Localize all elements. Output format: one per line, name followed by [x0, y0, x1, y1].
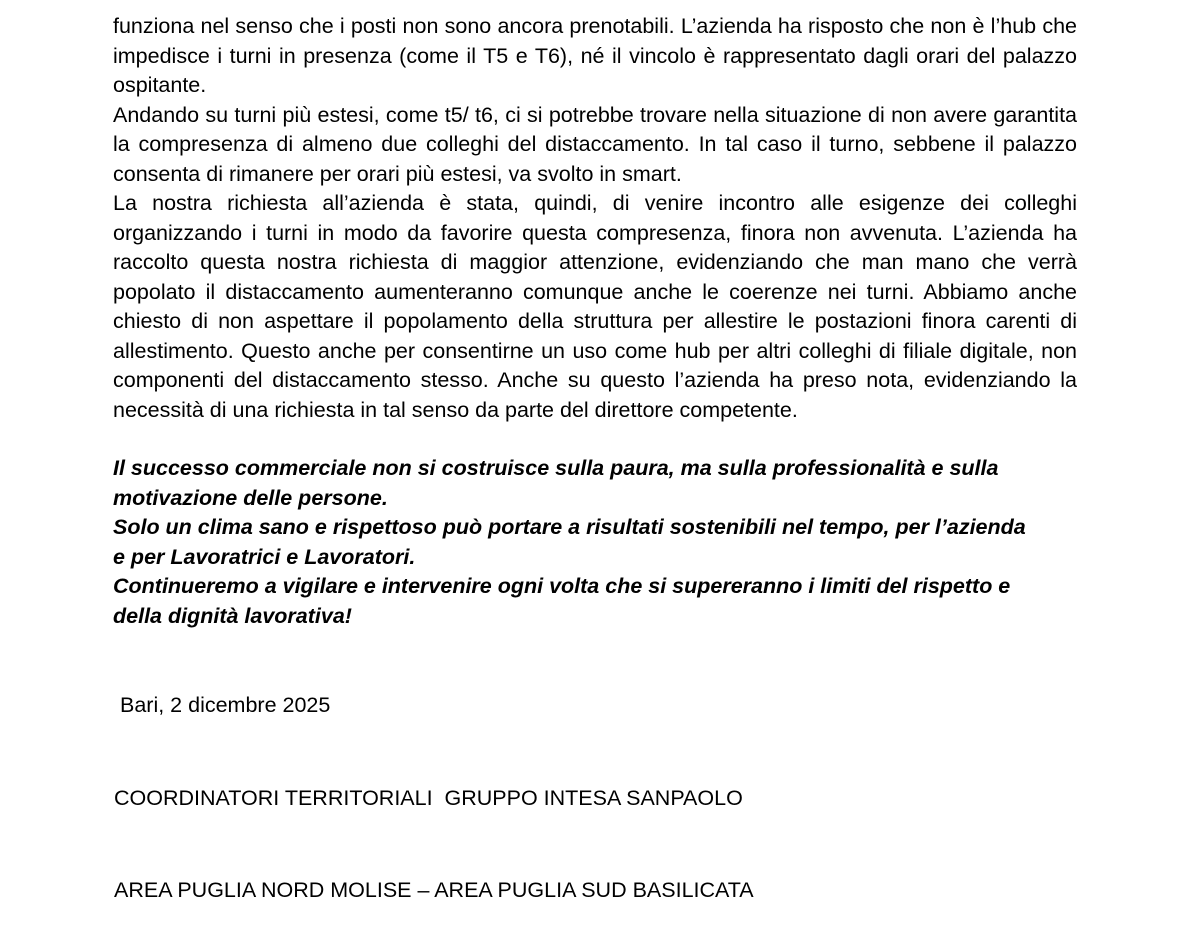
signature-line-2: AREA PUGLIA NORD MOLISE – AREA PUGLIA SUD BASILICATA: [114, 878, 754, 902]
document-date: Bari, 2 dicembre 2025: [120, 693, 331, 717]
closing-line-2: Solo un clima sano e rispettoso può portare a risultati sostenibili nel tempo, per l’azienda e per Lavoratrici e Lavoratori.: [113, 515, 1026, 569]
closing-statement: [113, 454, 1077, 631]
paragraph-3: La nostra richiesta all’azienda è stata, quindi, di venire incontro alle esigenze dei colleghi organizzando i turni in modo da favorire questa compresenza, finora non avvenuta. L’azienda ha raccolto questa nostra richiesta di maggior attenzione, evidenziando che man mano che verrà popolato il distaccamento aumenteranno comunque anche le coerenze nei turni. Abbiamo anche chiesto di non aspettare il popolamento della struttura per allestire le postazioni finora carenti di allestimento. Questo anche per consentirne un uso come hub per altri colleghi di filiale digitale, non componenti del distaccamento stesso. Anche su questo l’azienda ha preso nota, evidenziando la necessità di una richiesta in tal senso da parte del direttore competente.: [113, 191, 1077, 422]
closing-line-1: Il successo commerciale non si costruisce sulla paura, ma sulla professionalità e sulla motivazione delle persone.: [113, 456, 999, 510]
closing-line-3: Continueremo a vigilare e intervenire ogni volta che si supereranno i limiti del rispetto e della dignità lavorativa!: [113, 574, 1011, 628]
signature-line-1: COORDINATORI TERRITORIALI GRUPPO INTESA SANPAOLO: [114, 786, 743, 810]
document-body: [113, 12, 1077, 631]
body-text: [113, 12, 1077, 425]
paragraph-2: Andando su turni più estesi, come t5/ t6, ci si potrebbe trovare nella situazione di non avere garantita la compresenza di almeno due colleghi del distaccamento. In tal caso il turno, sebbene il palazzo consenta di rimanere per orari più estesi, va svolto in smart.: [113, 102, 1077, 186]
paragraph-1: funziona nel senso che i posti non sono ancora prenotabili. L’azienda ha risposto che non è l’hub che impedisce i turni in presenza (come il T5 e T6), né il vincolo è rappresentato dagli orari del palazzo ospitante.: [113, 14, 1077, 97]
